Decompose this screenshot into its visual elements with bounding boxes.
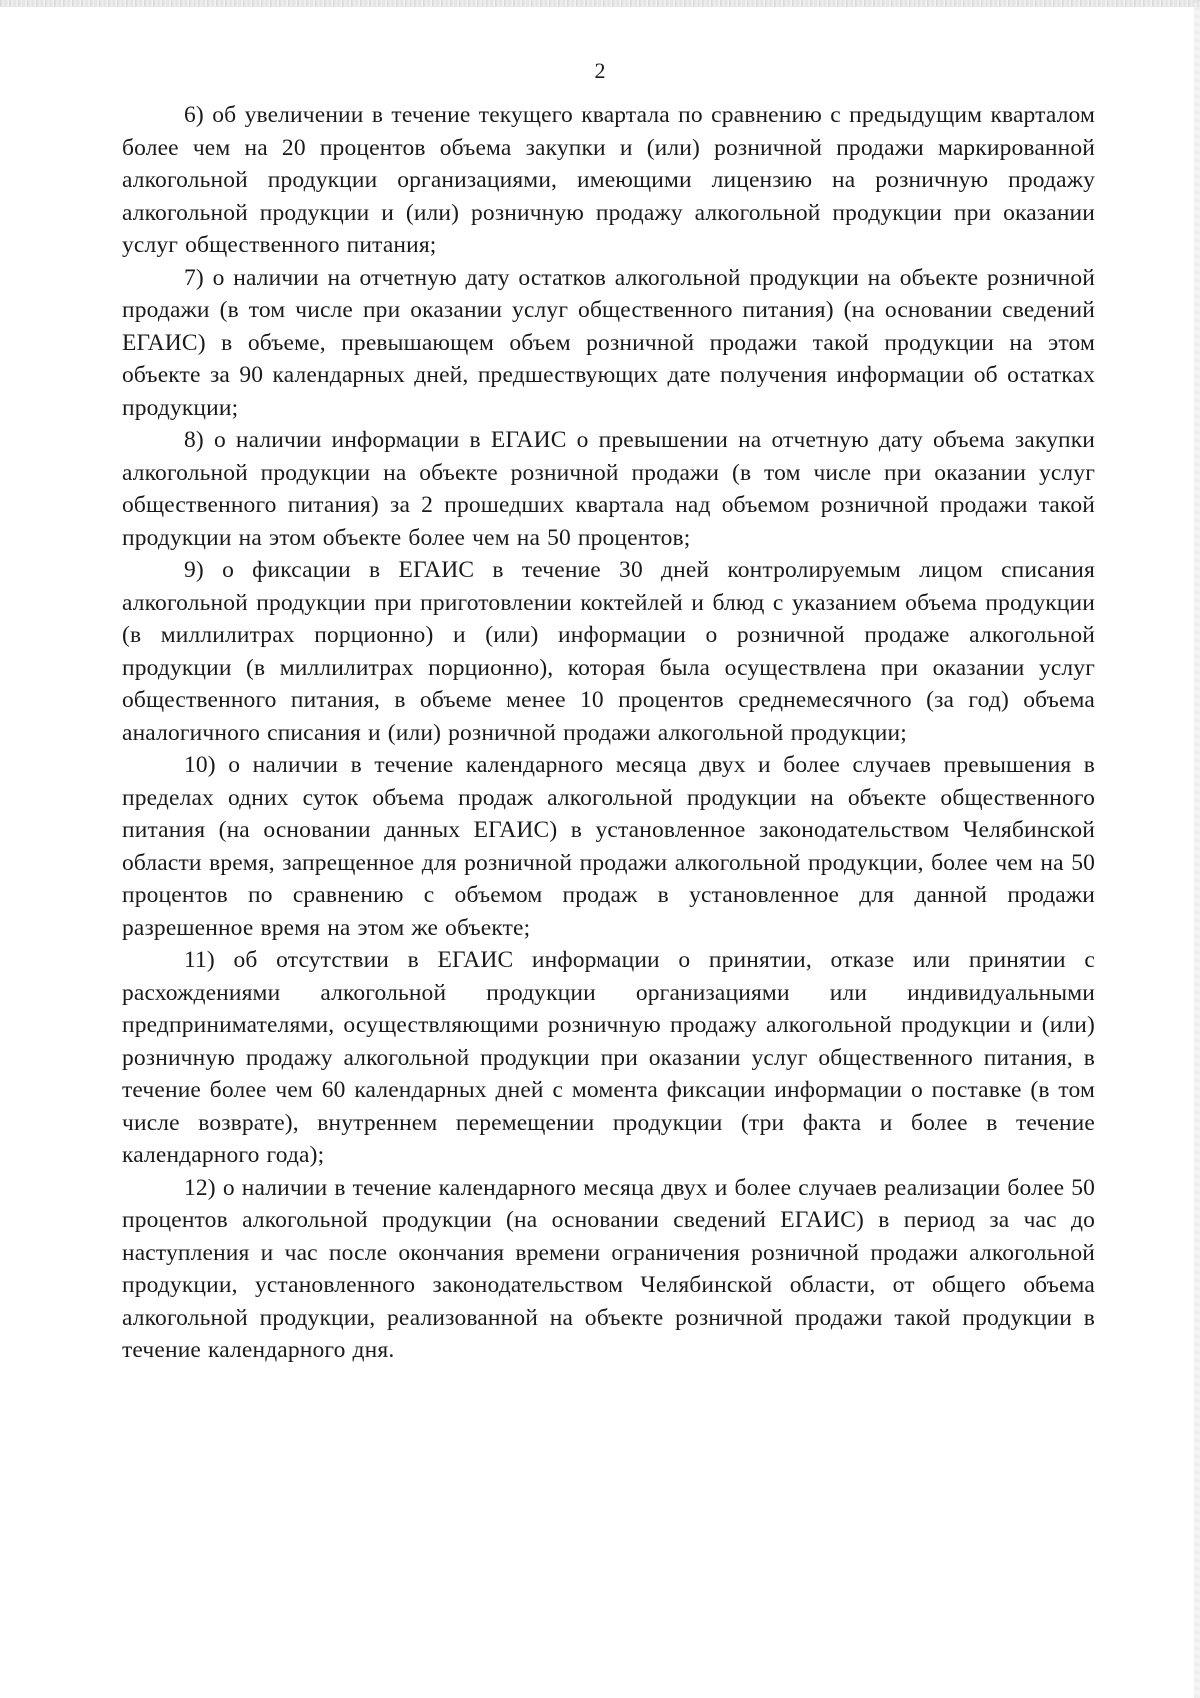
paragraph-item-12: 12) о наличии в течение календарного месяца двух и более случаев реализации более 50 процентов алкогольной продукции (на основании сведений ЕГАИС) в период за час до наступления и час после окончания времени ограничения розничной продажи алкогольной продукции, установленного законодательством Челябинской области, от общего объема алкогольной продукции, реализованной на объекте розничной продажи такой продукции в течение календарного дня. — [122, 1174, 1095, 1363]
scan-edge-top — [0, 0, 1200, 7]
paragraph-item-9: 9) о фиксации в ЕГАИС в течение 30 дней контролируемым лицом списания алкогольной продукции при приготовлении коктейлей и блюд с указанием объема продукции (в миллилитрах порционно) и (или) информации о розничной продаже алкогольной продукции (в миллилитрах порционно), которая была осуществлена при оказании услуг общественного питания, в объеме менее 10 процентов среднемесячного (за год) объема аналогичного списания и (или) розничной продажи алкогольной продукции; — [122, 557, 1095, 746]
paragraph-item-11: 11) об отсутствии в ЕГАИС информации о принятии, отказе или принятии с расхождениями алкогольной продукции организациями или индивидуальными предпринимателями, осуществляющими розничную продажу алкогольной продукции и (или) розничную продажу алкогольной продукции при оказании услуг общественного питания, в течение более чем 60 календарных дней с момента фиксации информации о поставке (в том числе возврате), внутреннем перемещении продукции (три факта и более в течение календарного года); — [122, 947, 1095, 1168]
scan-edge-right — [1194, 0, 1200, 1698]
paragraph-item-10: 10) о наличии в течение календарного месяца двух и более случаев превышения в пределах одних суток объема продаж алкогольной продукции на объекте общественного питания (на основании данных ЕГАИС) в установленное законодательством Челябинской области время, запрещенное для розничной продажи алкогольной продукции, более чем на 50 процентов по сравнению с объемом продаж в установленное для данной продажи разрешенное время на этом же объекте; — [122, 752, 1095, 941]
page-number: 2 — [594, 58, 606, 83]
paragraph-item-8: 8) о наличии информации в ЕГАИС о превышении на отчетную дату объема закупки алкогольной продукции на объекте розничной продажи (в том числе при оказании услуг общественного питания) за 2 прошедших квартала над объемом розничной продажи такой продукции на этом объекте более чем на 50 процентов; — [122, 427, 1095, 551]
document-body — [122, 99, 1095, 1367]
paragraph-item-6: 6) об увеличении в течение текущего квартала по сравнению с предыдущим кварталом более чем на 20 процентов объема закупки и (или) розничной продажи маркированной алкогольной продукции организациями, имеющими лицензию на розничную продажу алкогольной продукции и (или) розничную продажу алкогольной продукции при оказании услуг общественного питания; — [122, 102, 1095, 258]
paragraph-item-7: 7) о наличии на отчетную дату остатков алкогольной продукции на объекте розничной продажи (в том числе при оказании услуг общественного питания) (на основании сведений ЕГАИС) в объеме, превышающем объем розничной продажи такой продукции на этом объекте за 90 календарных дней, предшествующих дате получения информации об остатках продукции; — [122, 264, 1095, 421]
